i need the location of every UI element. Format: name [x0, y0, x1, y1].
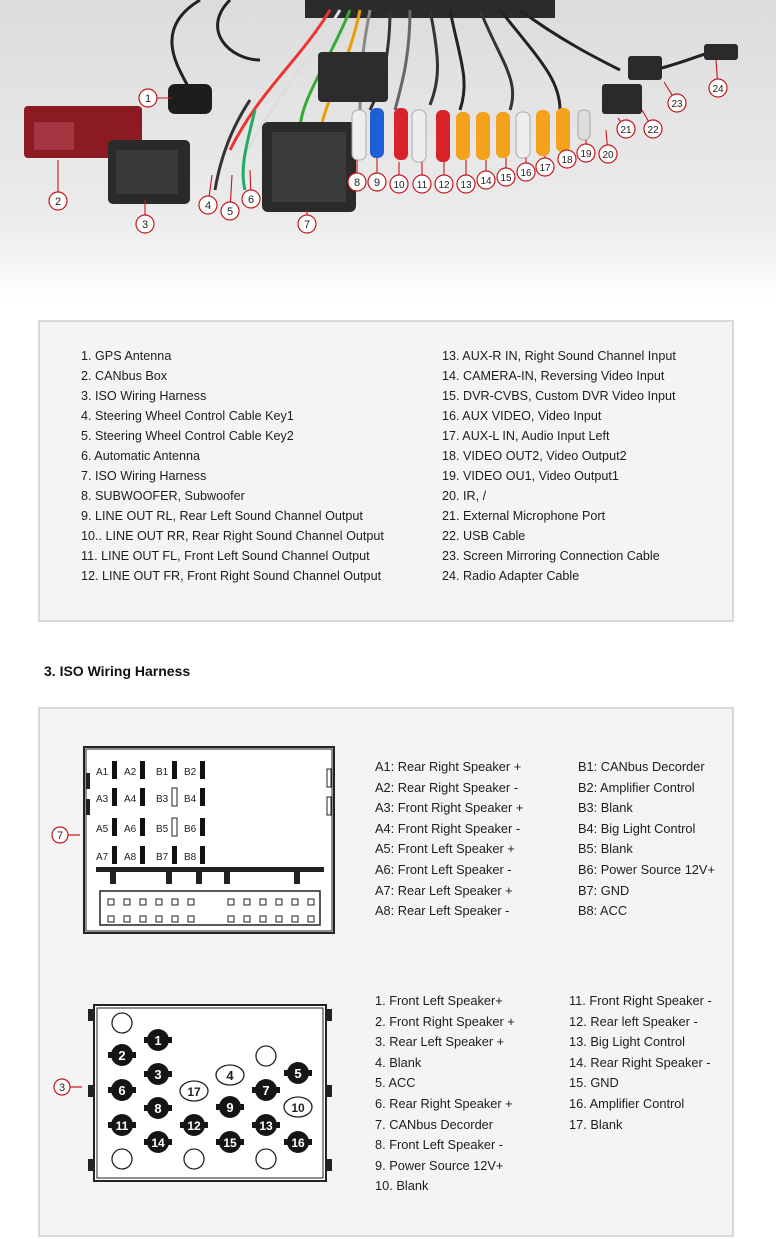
- legend-item: 13. AUX-R IN, Right Sound Channel Input: [442, 349, 676, 363]
- photo-callout-label: 20: [602, 150, 614, 161]
- photo-callout-label: 23: [671, 99, 683, 110]
- legend-panel: [38, 320, 734, 622]
- photo-callout-label: 7: [303, 219, 311, 231]
- pin-label: 11. Front Right Speaker -: [569, 993, 712, 1008]
- connector-3-pin-label: 6: [118, 1083, 126, 1098]
- connector-7-pin: [112, 818, 117, 836]
- pin-label: 12. Rear left Speaker -: [569, 1013, 698, 1029]
- connector-3-pin-label: 7: [262, 1083, 270, 1098]
- pin-label: 6. Rear Right Speaker +: [375, 1096, 513, 1111]
- photo-callout-label: 11: [416, 180, 428, 191]
- legend-item: 10.. LINE OUT RR, Rear Right Sound Channel Output: [81, 529, 384, 543]
- legend-item: 23. Screen Mirroring Connection Cable: [442, 549, 660, 563]
- pin-label: B7: GND: [578, 882, 630, 898]
- connector-7: [84, 747, 334, 933]
- connector-7-pin-label: B6: [184, 824, 197, 835]
- photo-callout-label: 3: [141, 219, 149, 231]
- connector-7-pin: [112, 788, 117, 806]
- connector-7-pin: [140, 788, 145, 806]
- connector-3-pin-label: 17: [187, 1085, 201, 1099]
- photo-callout-label: 14: [480, 176, 492, 187]
- connector-7-pin: [172, 846, 177, 864]
- legend-item: 5. Steering Wheel Control Cable Key2: [81, 429, 294, 443]
- photo-callout-label: 22: [647, 125, 659, 136]
- pin-label: 2. Front Right Speaker +: [375, 1013, 515, 1029]
- legend-item: 9. LINE OUT RL, Rear Left Sound Channel Output: [81, 509, 363, 523]
- connector-3-pin-label: 9: [226, 1100, 234, 1115]
- legend-item: 19. VIDEO OU1, Video Output1: [442, 469, 619, 483]
- connector-7-pin: [140, 846, 145, 864]
- photo-callout-label: 4: [204, 200, 212, 212]
- pin-label: B2: Amplifier Control: [578, 779, 695, 795]
- usb-connector: [602, 84, 642, 114]
- connector-7-pin: [172, 818, 177, 836]
- connector-7-pin-label: B1: [156, 767, 169, 778]
- connector-7-pin-label: B4: [184, 794, 197, 805]
- pin-label: B3: Blank: [578, 800, 633, 816]
- connector-7-pin-label: B5: [156, 824, 169, 835]
- pin-label: 13. Big Light Control: [569, 1034, 685, 1050]
- gps-antenna: [168, 84, 212, 114]
- connector-3-empty-hole: [256, 1046, 276, 1066]
- connector-7-pin-label: A5: [96, 824, 109, 835]
- pin-label: 9. Power Source 12V+: [375, 1157, 504, 1173]
- pin-label: 8. Front Left Speaker -: [375, 1137, 504, 1153]
- connector-7-pin: [200, 818, 205, 836]
- photo-callout-label: 16: [520, 168, 532, 179]
- pin-label: 15. GND: [569, 1075, 619, 1091]
- photo-callout-label: 13: [460, 180, 472, 191]
- legend-item: 3. ISO Wiring Harness: [81, 389, 207, 403]
- connector-7-pin-label: A4: [124, 794, 137, 805]
- connector-3-empty-hole: [256, 1149, 276, 1169]
- legend-item: 15. DVR-CVBS, Custom DVR Video Input: [442, 389, 676, 403]
- connector-7-pin-label: A8: [124, 852, 137, 863]
- connector-3-pin-label: 14: [151, 1136, 165, 1150]
- connector-3-pin-label: 3: [154, 1067, 162, 1082]
- pin-label: A1: Rear Right Speaker +: [375, 759, 522, 774]
- connector-3-pin-label: 10: [291, 1101, 305, 1115]
- connector-7-pin-label: B3: [156, 794, 169, 805]
- connector-7-pin-label: A1: [96, 767, 109, 778]
- photo-callout-label: 18: [561, 155, 573, 166]
- legend-item: 24. Radio Adapter Cable: [442, 569, 580, 583]
- pin-label: A4: Front Right Speaker -: [375, 820, 521, 836]
- pin-label: 3. Rear Left Speaker +: [375, 1034, 505, 1050]
- connector-7-pin: [200, 761, 205, 779]
- pin-label: B1: CANbus Decorder: [578, 759, 705, 774]
- connector-7-pin-label: A6: [124, 824, 137, 835]
- pin-label: B4: Big Light Control: [578, 820, 696, 836]
- photo-callout-label: 12: [438, 180, 450, 191]
- connector-3-pin-label: 13: [259, 1119, 273, 1133]
- legend-item: 21. External Microphone Port: [442, 509, 606, 523]
- pin-label: 7. CANbus Decorder: [375, 1116, 494, 1132]
- connector-3-pin-label: 8: [154, 1101, 162, 1116]
- connector-3-pin-label: 11: [115, 1119, 129, 1133]
- legend-item: 11. LINE OUT FL, Front Left Sound Channel Output: [81, 549, 370, 563]
- legend-item: 2. CANbus Box: [81, 369, 168, 383]
- photo-callout-label: 21: [620, 125, 632, 136]
- connector-3-pin-label: 15: [223, 1136, 237, 1150]
- connector-3-empty-hole: [112, 1149, 132, 1169]
- photo-callout-label: 5: [226, 206, 234, 218]
- legend-item: 20. IR, /: [442, 489, 487, 503]
- pin-label: 10. Blank: [375, 1178, 429, 1194]
- legend-item: 17. AUX-L IN, Audio Input Left: [442, 429, 610, 443]
- product-photo: [0, 0, 776, 300]
- photo-callout-label: 17: [539, 163, 551, 174]
- legend-item: 1. GPS Antenna: [81, 349, 172, 363]
- connector-7-pin-label: B2: [184, 767, 197, 778]
- connector-7-pin: [140, 818, 145, 836]
- photo-callout-label: 2: [54, 196, 62, 208]
- photo-callout-label: 8: [353, 177, 361, 189]
- connector-3: [88, 1005, 332, 1181]
- photo-callout-label: 24: [712, 84, 724, 95]
- connector-7-pin: [112, 761, 117, 779]
- legend-item: 8. SUBWOOFER, Subwoofer: [81, 489, 245, 503]
- callout-3: [54, 1079, 82, 1095]
- pin-label: 4. Blank: [375, 1054, 422, 1070]
- legend-item: 12. LINE OUT FR, Front Right Sound Channel Output: [81, 569, 382, 583]
- connector-7-pin: [172, 761, 177, 779]
- pin-label: A6: Front Left Speaker -: [375, 862, 512, 877]
- connector-3-pin-label: 2: [118, 1048, 126, 1063]
- legend-item: 18. VIDEO OUT2, Video Output2: [442, 449, 627, 463]
- pin-label: 14. Rear Right Speaker -: [569, 1054, 711, 1070]
- pin-label: B5: Blank: [578, 841, 633, 857]
- connector-7-pin: [200, 846, 205, 864]
- svg-text:7: 7: [56, 830, 64, 842]
- legend-item: 16. AUX VIDEO, Video Input: [442, 409, 602, 423]
- connector-7-pin: [200, 788, 205, 806]
- connector-7-pin: [172, 788, 177, 806]
- connector-7-pin-label: B7: [156, 852, 169, 863]
- photo-callout-label: 15: [500, 173, 512, 184]
- connector-7-pin-label: A7: [96, 852, 109, 863]
- connector-7-pin-label: A3: [96, 794, 109, 805]
- connector-7-pin: [140, 761, 145, 779]
- connector-3-empty-hole: [184, 1149, 204, 1169]
- pin-label: 5. ACC: [375, 1075, 416, 1091]
- pin-label: B6: Power Source 12V+: [578, 862, 715, 877]
- photo-callout-label: 19: [580, 149, 592, 160]
- connector-7-pin-label: A2: [124, 767, 137, 778]
- legend-item: 4. Steering Wheel Control Cable Key1: [81, 409, 294, 423]
- connector-3-pin-label: 4: [226, 1068, 234, 1083]
- connector-3-pin-label: 12: [187, 1119, 201, 1133]
- pin-label: B8: ACC: [578, 903, 628, 919]
- callout-7: [52, 827, 80, 843]
- pin-label: A2: Rear Right Speaker -: [375, 779, 518, 795]
- pin-label: A5: Front Left Speaker +: [375, 841, 515, 857]
- connector-3-pin-label: 1: [154, 1033, 162, 1048]
- connector-3-pin-label: 16: [291, 1136, 305, 1150]
- legend-item: 7. ISO Wiring Harness: [81, 469, 207, 483]
- pin-label: 16. Amplifier Control: [569, 1096, 685, 1111]
- photo-callout-label: 6: [247, 194, 255, 206]
- svg-text:3: 3: [58, 1082, 66, 1094]
- iso-panel: [38, 707, 734, 1237]
- pin-label: 17. Blank: [569, 1116, 623, 1132]
- pin-label: A8: Rear Left Speaker -: [375, 903, 510, 919]
- legend-item: 6. Automatic Antenna: [81, 449, 201, 463]
- photo-callout-label: 9: [373, 177, 381, 189]
- pin-label: A3: Front Right Speaker +: [375, 800, 524, 816]
- iso-section-title: 3. ISO Wiring Harness: [44, 663, 191, 679]
- connector-7-pin-label: B8: [184, 852, 197, 863]
- pin-label: A7: Rear Left Speaker +: [375, 882, 513, 898]
- photo-callout-label: 10: [393, 180, 405, 191]
- connector-3-pin-label: 5: [294, 1066, 302, 1081]
- connector-3-empty-hole: [112, 1013, 132, 1033]
- legend-item: 14. CAMERA-IN, Reversing Video Input: [442, 369, 665, 383]
- photo-callout-label: 1: [144, 93, 152, 105]
- legend-item: 22. USB Cable: [442, 529, 526, 543]
- pin-label: 1. Front Left Speaker+: [375, 993, 503, 1008]
- connector-7-pin: [112, 846, 117, 864]
